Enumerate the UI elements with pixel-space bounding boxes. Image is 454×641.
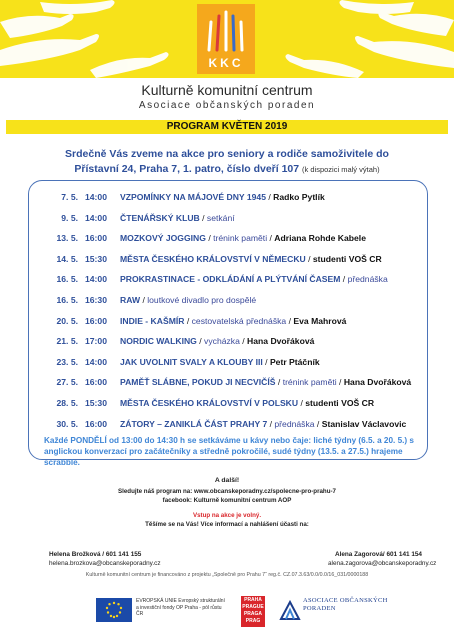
- event-title: NORDIC WALKING: [120, 336, 197, 347]
- event-separator: /: [340, 274, 348, 285]
- contact-right-email[interactable]: alena.zagorova@obcanskeporadny.cz: [328, 560, 437, 567]
- contact-left-email[interactable]: helena.brozkova@obcanskeporadny.cz: [49, 560, 161, 567]
- weekly-note: Každé PONDĚLÍ od 13:00 do 14:30 h se setkáváme u kávy nebo čaje: liché týdny (6.5. a 20. 5.) s anglickou konverzací pro začátečníky a středně pokročilé, sudé týdny (13.5. a 27.5.) hrajeme scrabble.: [44, 436, 414, 467]
- address-line: [0, 163, 454, 175]
- event-row: [29, 333, 427, 349]
- logo-text: KKC: [208, 56, 244, 70]
- eu-logo-text: EVROPSKÁ UNIE Evropský strukturální a investiční fondy OP Praha - pól růstu ČR: [136, 598, 225, 617]
- hands-decoration-left-icon: [0, 0, 180, 78]
- event-separator: /: [262, 356, 270, 367]
- event-row: [29, 416, 427, 432]
- program-title-banner: PROGRAM KVĚTEN 2019: [6, 120, 448, 134]
- hands-decoration-right-icon: [274, 0, 454, 78]
- event-separator: /: [298, 398, 306, 408]
- event-time: 14:00: [85, 356, 107, 367]
- event-separator: /: [239, 336, 248, 347]
- event-person: Stanislav Václavovic: [321, 418, 407, 429]
- contact-right: [328, 550, 437, 568]
- event-description: [120, 292, 256, 308]
- event-separator: /: [265, 192, 274, 202]
- event-date: 14. 5.: [56, 253, 78, 264]
- event-separator: /: [275, 377, 283, 388]
- event-row: [29, 230, 427, 246]
- event-person: studenti VOŠ CR: [305, 398, 375, 408]
- event-row: [29, 189, 427, 205]
- event-description: [120, 313, 346, 329]
- event-person: Eva Mahrová: [293, 315, 347, 326]
- event-separator: /: [205, 233, 214, 244]
- event-date: 27. 5.: [56, 377, 78, 388]
- event-description: [120, 395, 374, 411]
- aop-logo-icon: [279, 599, 301, 621]
- contact-left-name: Helena Brožková / 601 141 155: [49, 551, 142, 558]
- event-separator: /: [336, 377, 344, 388]
- event-type: setkání: [206, 212, 235, 223]
- event-date: 20. 5.: [56, 315, 78, 326]
- event-date: 21. 5.: [56, 336, 78, 347]
- event-person: Adriana Rohde Kabele: [274, 233, 366, 244]
- event-description: [120, 374, 411, 390]
- event-date: 23. 5.: [56, 356, 78, 367]
- event-description: [120, 354, 320, 370]
- event-date: 7. 5.: [61, 192, 78, 202]
- event-person: studenti VOŠ CR: [312, 253, 382, 264]
- event-separator: /: [314, 418, 322, 429]
- event-time: 14:00: [85, 192, 107, 202]
- invitation-line: Srdečně Vás zveme na akce pro seniory a rodiče samoživitele do: [65, 148, 389, 160]
- event-type: trénink paměti: [213, 233, 268, 244]
- event-description: [120, 333, 314, 349]
- event-person: Radko Pytlík: [273, 192, 325, 202]
- facebook-text[interactable]: facebook: Kulturně komunitní centrum AOP: [162, 497, 292, 504]
- event-time: 14:00: [85, 274, 107, 285]
- praha-logo: PRAHA PRAGUE PRAGA PRAG: [241, 596, 265, 627]
- organization-subtitle: Asociace občanských poraden: [138, 100, 316, 111]
- event-time: 17:00: [85, 336, 107, 347]
- free-entry-text: Vstup na akce je volný.: [192, 512, 262, 519]
- more-text: A další!: [214, 477, 240, 484]
- event-title: JAK UVOLNIT SVALY A KLOUBY III: [120, 356, 263, 367]
- event-title: MĚSTA ČESKÉHO KRÁLOVSTVÍ V NĚMECKU: [120, 253, 306, 264]
- event-title: PAMĚŤ SLÁBNE, POKUD JI NECVIČÍŠ: [120, 377, 276, 388]
- event-title: PROKRASTINACE - ODKLÁDÁNÍ A PLÝTVÁNÍ ČASEM: [120, 274, 341, 285]
- event-type: vycházka: [204, 336, 240, 347]
- event-separator: /: [305, 253, 313, 264]
- event-row: [29, 354, 427, 370]
- event-type: přednáška: [347, 274, 388, 285]
- event-title: VZPOMÍNKY NA MÁJOVÉ DNY 1945: [120, 192, 266, 202]
- event-time: 16:00: [85, 418, 107, 429]
- partner-logos: [0, 590, 454, 636]
- event-time: 16:00: [85, 233, 107, 244]
- event-time: 16:00: [85, 315, 107, 326]
- elevator-note: (k dispozici malý výtah): [302, 165, 380, 174]
- event-date: 16. 5.: [56, 295, 78, 305]
- event-separator: /: [140, 295, 148, 305]
- event-person: Petr Ptáčník: [269, 356, 320, 367]
- welcome-text: Těšíme se na Vás! Více informací a nahlášení účasti na:: [145, 521, 309, 528]
- event-row: [29, 313, 427, 329]
- event-time: 14:00: [85, 212, 107, 223]
- contact-left: [49, 550, 161, 568]
- kkc-logo: [197, 4, 255, 74]
- event-separator: /: [267, 233, 275, 244]
- event-person: Hana Dvořáková: [247, 336, 315, 347]
- raised-hands-icon: [203, 8, 249, 52]
- event-date: 28. 5.: [56, 398, 78, 408]
- event-date: 13. 5.: [56, 233, 78, 244]
- event-separator: /: [184, 315, 192, 326]
- event-row: [29, 251, 427, 267]
- event-separator: /: [286, 315, 294, 326]
- event-title: ČTENÁŘSKÝ KLUB: [120, 212, 200, 223]
- event-row: [29, 395, 427, 411]
- event-title: ZÁTORY – ZANIKLÁ ČÁST PRAHY 7: [120, 418, 268, 429]
- program-list: [28, 180, 428, 460]
- event-description: [120, 210, 235, 226]
- event-row: [29, 374, 427, 390]
- event-separator: /: [267, 418, 275, 429]
- event-description: [120, 416, 406, 432]
- event-person: Hana Dvořáková: [343, 377, 412, 388]
- event-time: 15:30: [85, 398, 107, 408]
- event-description: [120, 189, 325, 205]
- event-title: MĚSTA ČESKÉHO KRÁLOVSTVÍ V POLSKU: [120, 398, 299, 408]
- event-type: přednáška: [274, 418, 315, 429]
- header-banner: [0, 0, 454, 78]
- event-description: [120, 230, 366, 246]
- aop-logo-text: ASOCIACE OBČANSKÝCH PORADEN: [303, 597, 388, 612]
- event-date: 30. 5.: [56, 418, 78, 429]
- event-row: [29, 210, 427, 226]
- address-text: Přístavní 24, Praha 7, 1. patro, číslo dveří 107: [74, 163, 300, 175]
- contact-right-name: Alena Zagorová/ 601 141 154: [334, 551, 422, 558]
- event-title: MOZKOVÝ JOGGING: [120, 233, 206, 244]
- event-separator: /: [196, 336, 205, 347]
- event-time: 16:00: [85, 377, 107, 388]
- event-description: [120, 251, 382, 267]
- eu-flag-icon: [96, 598, 132, 622]
- event-row: [29, 292, 427, 308]
- event-title: RAW: [120, 295, 141, 305]
- event-time: 16:30: [85, 295, 107, 305]
- event-date: 9. 5.: [61, 212, 78, 223]
- funding-note: Kulturně komunitní centrum je financováno z projektu „Společně pro Prahu 7“ reg.č. CZ.07.3.63/0.0/0.0/16_031/0000188: [85, 572, 369, 578]
- follow-text[interactable]: Sledujte náš program na: www.obcanskeporadny.cz/spolecne-pro-prahu-7: [118, 488, 336, 495]
- event-description: [120, 271, 388, 287]
- event-title: INDIE - KAŠMÍR: [120, 315, 185, 326]
- event-date: 16. 5.: [56, 274, 78, 285]
- event-separator: /: [199, 212, 207, 223]
- event-row: [29, 271, 427, 287]
- organization-name: Kulturně komunitní centrum: [141, 82, 313, 98]
- event-type: trénink paměti: [282, 377, 337, 388]
- event-type: loutkové divadlo pro dospělé: [147, 295, 257, 305]
- event-time: 15:30: [85, 253, 107, 264]
- event-type: cestovatelská přednáška: [191, 315, 287, 326]
